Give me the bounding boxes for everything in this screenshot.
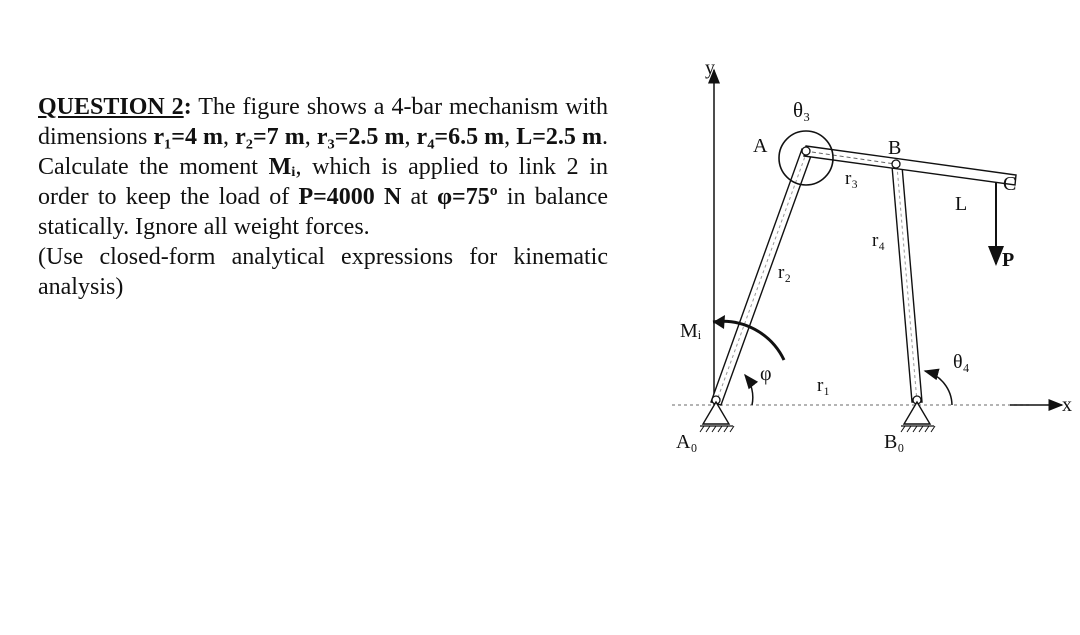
- dim-r1: r₁=4 m: [153, 124, 224, 150]
- label-r3: r₃: [845, 168, 858, 189]
- label-A0: A₀: [676, 431, 698, 453]
- label-B: B: [888, 137, 902, 159]
- label-C: C: [1003, 173, 1017, 195]
- hatch-B0: [901, 426, 935, 432]
- label-B0: B₀: [884, 431, 905, 453]
- link-r3-coupler: [804, 146, 1016, 185]
- phi-arc: [745, 375, 753, 405]
- question-heading: QUESTION 2: [38, 94, 184, 120]
- label-A: A: [753, 135, 768, 157]
- hatch-A0: [700, 426, 734, 432]
- link-r4: [892, 166, 922, 402]
- label-r4: r₄: [872, 230, 885, 251]
- y-axis-label: y: [705, 57, 715, 79]
- x-axis-label: x: [1062, 394, 1072, 416]
- label-P: P: [1002, 249, 1015, 271]
- dim-r2: r₂=7 m: [235, 124, 305, 150]
- label-Mi: Mᵢ: [680, 320, 702, 342]
- label-L: L: [955, 193, 968, 215]
- label-theta4: θ₄: [953, 351, 970, 373]
- label-r2: r₂: [778, 262, 791, 283]
- dim-r3: r₃=2.5 m: [316, 124, 405, 150]
- label-r1: r₁: [817, 375, 830, 396]
- joint-B: [892, 160, 900, 168]
- dim-L: L=2.5 m: [516, 124, 603, 150]
- moment-Mi-arrowhead: [713, 315, 725, 329]
- theta3-label: θ₃: [793, 98, 811, 122]
- theta4-arc: [925, 371, 952, 405]
- load-value: P=4000 N: [298, 184, 402, 210]
- moment-symbol: Mᵢ: [268, 154, 296, 180]
- question-paragraph: QUESTION 2: The figure shows a 4-bar mechanism with dimensions r₁=4 m, r₂=7 m, r₃=2.5 m, r₄=6.5 m, L=2.5 m. Calculate the moment Mᵢ, which is applied to link 2 in order to keep the load of P=4000 N at φ=75º in balance statically. Ignore all weight forces.: [38, 94, 609, 240]
- joint-A: [802, 147, 810, 155]
- dim-r4: r₄=6.5 m: [416, 124, 505, 150]
- support-A0: [703, 402, 729, 424]
- question-note: (Use closed-form analytical expressions for kinematic analysis): [38, 244, 608, 300]
- label-phi: φ: [760, 363, 772, 385]
- phi-value: φ=75º: [437, 184, 498, 210]
